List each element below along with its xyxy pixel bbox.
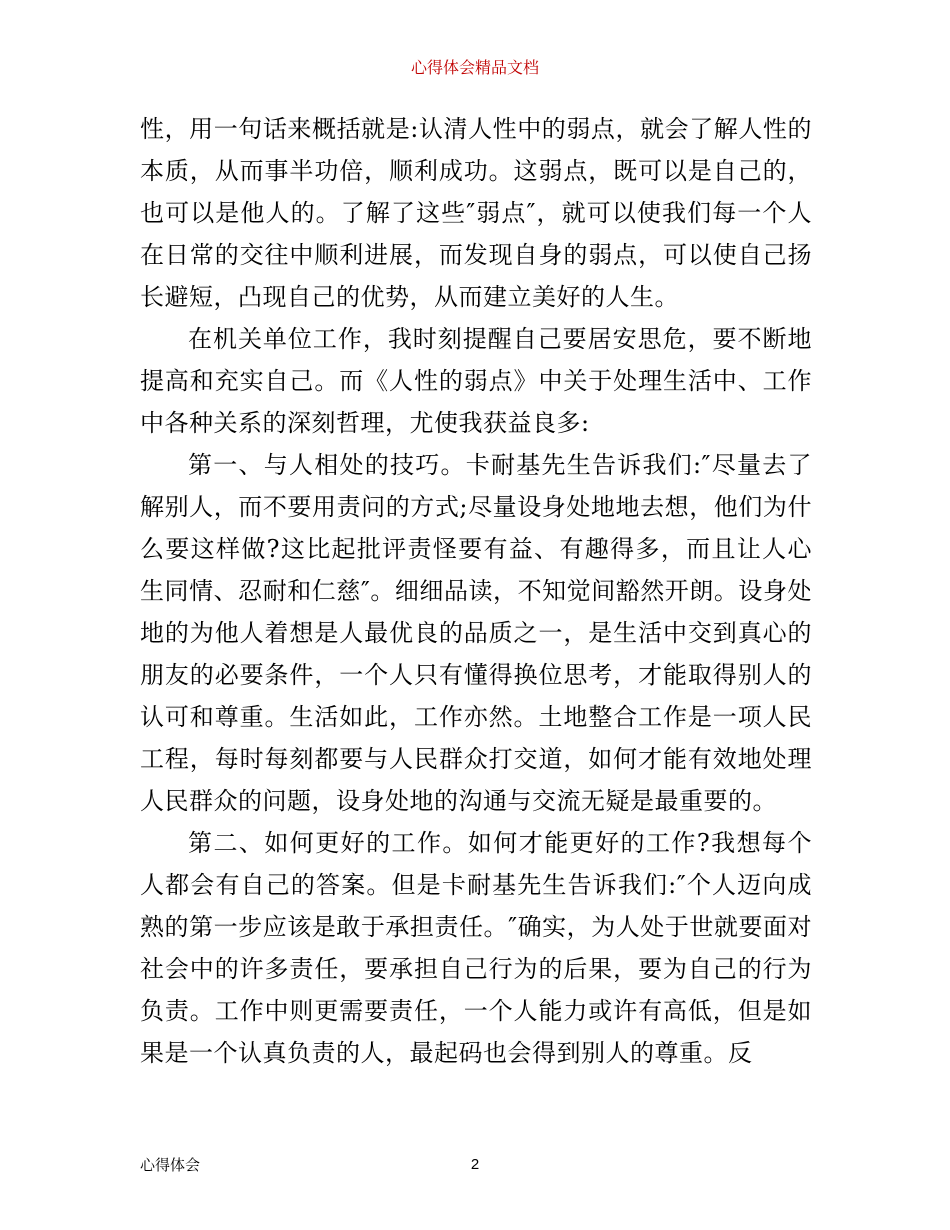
paragraph-second-point: 第二、如何更好的工作。如何才能更好的工作?我想每个人都会有自己的答案。但是卡耐基先生告诉我们:″个人迈向成熟的第一步应该是敢于承担责任。″确实，为人处于世就要面对社会中的许多责任，要承担自己行为的后果，要为自己的行为负责。工作中则更需要责任，一个人能力或许有高低，但是如果是一个认真负责的人，最起码也会得到别人的尊重。反 (140, 829, 812, 1067)
paragraph-first-point: 第一、与人相处的技巧。卡耐基先生告诉我们:″尽量去了解别人，而不要用责问的方式;尽量设身处地地去想，他们为什么要这样做?这比起批评责怪要有益、有趣得多，而且让人心生同情、忍耐和仁慈″。细细品读，不知觉间豁然开朗。设身处地的为他人着想是人最优良的品质之一，是生活中交到真心的朋友的必要条件，一个人只有懂得换位思考，才能取得别人的认可和尊重。生活如此，工作亦然。土地整合工作是一项人民工程，每时每刻都要与人民群众打交道，如何才能有效地处理人民群众的问题，设身处地的沟通与交流无疑是最重要的。 (140, 451, 812, 815)
footer-label: 心得体会 (140, 1156, 201, 1174)
page-number: 2 (470, 1156, 480, 1173)
document-body (140, 108, 812, 1074)
page-header-title: 心得体会精品文档 (410, 58, 539, 77)
paragraph-workplace: 在机关单位工作，我时刻提醒自己要居安思危，要不断地提高和充实自己。而《人性的弱点》中关于处理生活中、工作中各种关系的深刻哲理，尤使我获益良多: (140, 325, 812, 437)
paragraph-continuation: 性，用一句话来概括就是:认清人性中的弱点，就会了解人性的本质，从而事半功倍，顺利成功。这弱点，既可以是自己的，也可以是他人的。了解了这些″弱点″，就可以使我们每一个人在日常的交往中顺利进展，而发现自身的弱点，可以使自己扬长避短，凸现自己的优势，从而建立美好的人生。 (140, 115, 812, 311)
